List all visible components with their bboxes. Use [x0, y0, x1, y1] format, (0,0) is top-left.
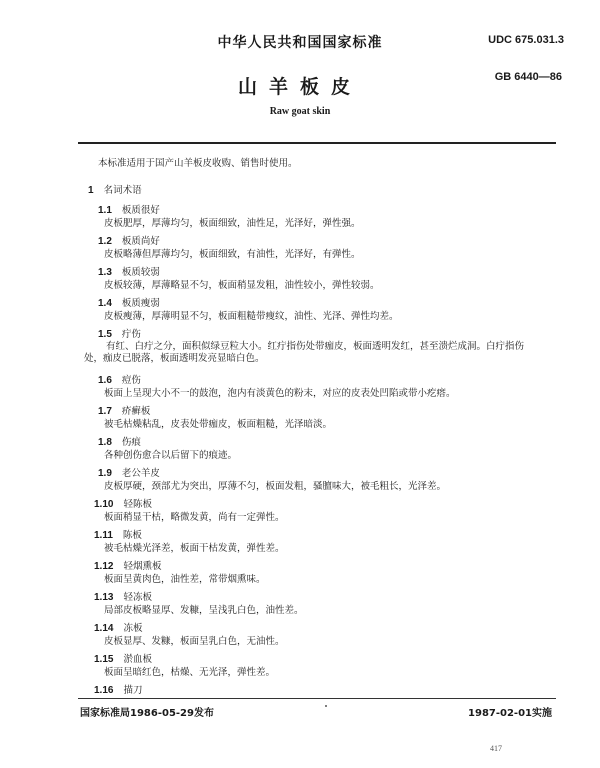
stray-mark — [325, 705, 327, 707]
term-number: 1.5 — [98, 329, 112, 340]
term-description: 皮板显厚、发糠，板面呈乳白色，无油性。 — [104, 636, 285, 647]
term-description: 板面呈黄肉色，油性差，常带烟熏味。 — [104, 574, 266, 585]
term-description: 板面上呈现大小不一的鼓泡，泡内有淡黄色的粉末，对应的皮表处凹陷或带小疙瘩。 — [104, 388, 456, 399]
term-number: 1.13 — [94, 592, 114, 603]
term-description: 各种创伤愈合以后留下的痕迹。 — [104, 450, 238, 461]
footer-rule — [78, 698, 556, 699]
term-name: 淤血板 — [123, 654, 152, 665]
term-name: 陈板 — [122, 530, 142, 541]
effective-date: 1987-02-01实施 — [468, 708, 552, 719]
term-description: 皮板瘦薄，厚薄明显不匀，板面粗糙带瘦纹，油性、光泽、弹性均差。 — [104, 311, 399, 322]
term-number: 1.2 — [98, 236, 112, 247]
term-number: 1.4 — [98, 298, 112, 309]
term-number: 1.11 — [94, 530, 113, 541]
scope-paragraph: 本标准适用于国产山羊板皮收购、销售时使用。 — [98, 158, 298, 169]
term-number: 1.15 — [94, 654, 114, 665]
term-heading — [94, 496, 152, 510]
issue-date: 国家标准局1986-05-29发布 — [80, 708, 214, 719]
section-heading — [88, 182, 142, 196]
document-title: 山羊板皮 — [237, 76, 362, 98]
term-description: 板面稍显干枯，略微发黄，尚有一定弹性。 — [104, 512, 285, 523]
term-name: 板质很好 — [121, 205, 160, 216]
term-description: 有红、白疔之分，面积似绿豆粒大小。红疔指伤处带痂皮，板面透明发红，甚至溃烂成洞。白疔指伤处，痂皮已脱落，板面透明发亮显暗白色。 — [84, 341, 525, 364]
term-heading — [94, 620, 142, 634]
term-name: 描刀 — [123, 685, 143, 696]
section-title: 名词术语 — [103, 185, 142, 196]
term-name: 伤痕 — [121, 437, 141, 448]
term-description: 板面呈暗红色，枯燥、无光泽，弹性差。 — [104, 667, 276, 678]
term-number: 1.9 — [98, 468, 112, 479]
term-description: 皮板较薄，厚薄略显不匀，板面稍显发粗，油性较小，弹性较弱。 — [104, 280, 380, 291]
page-number: 417 — [490, 744, 502, 753]
term-name: 板质尚好 — [121, 236, 160, 247]
term-name: 板质瘦弱 — [121, 298, 160, 309]
section-number: 1 — [88, 185, 94, 196]
term-number: 1.12 — [94, 561, 114, 572]
issuing-organization: 中华人民共和国国家标准 — [217, 35, 383, 51]
term-heading — [98, 465, 160, 479]
term-heading — [94, 682, 142, 696]
term-heading — [98, 403, 150, 417]
term-heading — [94, 558, 161, 572]
term-description: 皮板肥厚，厚薄均匀，板面细致，油性足，光泽好，弹性强。 — [104, 218, 361, 229]
term-heading — [98, 264, 160, 278]
term-number: 1.1 — [98, 205, 112, 216]
term-number: 1.7 — [98, 406, 112, 417]
term-number: 1.14 — [94, 623, 114, 634]
term-name: 板质较弱 — [121, 267, 160, 278]
document-subtitle: Raw goat skin — [269, 106, 331, 117]
term-number: 1.6 — [98, 375, 112, 386]
term-name: 疔伤 — [121, 329, 141, 340]
term-description: 皮板厚硬，颈部尤为突出，厚薄不匀，板面发粗，骚膻味大，被毛粗长，光泽差。 — [104, 481, 447, 492]
udc-code: UDC 675.031.3 — [488, 34, 564, 46]
term-heading — [98, 372, 141, 386]
term-number: 1.10 — [94, 499, 114, 510]
term-description: 局部皮板略显厚、发糠，呈浅乳白色，油性差。 — [104, 605, 304, 616]
term-heading — [94, 527, 142, 541]
term-name: 疥癣板 — [121, 406, 151, 417]
term-heading — [98, 326, 141, 340]
term-heading — [94, 651, 152, 665]
term-number: 1.16 — [94, 685, 114, 696]
term-heading — [98, 233, 160, 247]
term-name: 痘伤 — [121, 375, 141, 386]
term-number: 1.8 — [98, 437, 112, 448]
header-rule — [78, 142, 556, 144]
term-heading — [98, 295, 160, 309]
term-number: 1.3 — [98, 267, 112, 278]
term-heading — [98, 202, 160, 216]
term-heading — [98, 434, 141, 448]
term-name: 老公羊皮 — [121, 468, 160, 479]
term-description: 被毛枯燥粘乱，皮表处带痂皮，板面粗糙，光泽暗淡。 — [104, 419, 333, 430]
term-name: 轻冻板 — [123, 592, 152, 603]
term-name: 轻烟熏板 — [123, 561, 162, 572]
term-description: 被毛枯燥光泽差，板面干枯发黄，弹性差。 — [104, 543, 285, 554]
term-heading — [94, 589, 152, 603]
term-name: 冻板 — [123, 623, 143, 634]
term-description: 皮板略薄但厚薄均匀，板面细致，有油性，光泽好，有弹性。 — [104, 249, 361, 260]
standard-code: GB 6440—86 — [494, 71, 562, 83]
term-name: 轻陈板 — [123, 499, 152, 510]
